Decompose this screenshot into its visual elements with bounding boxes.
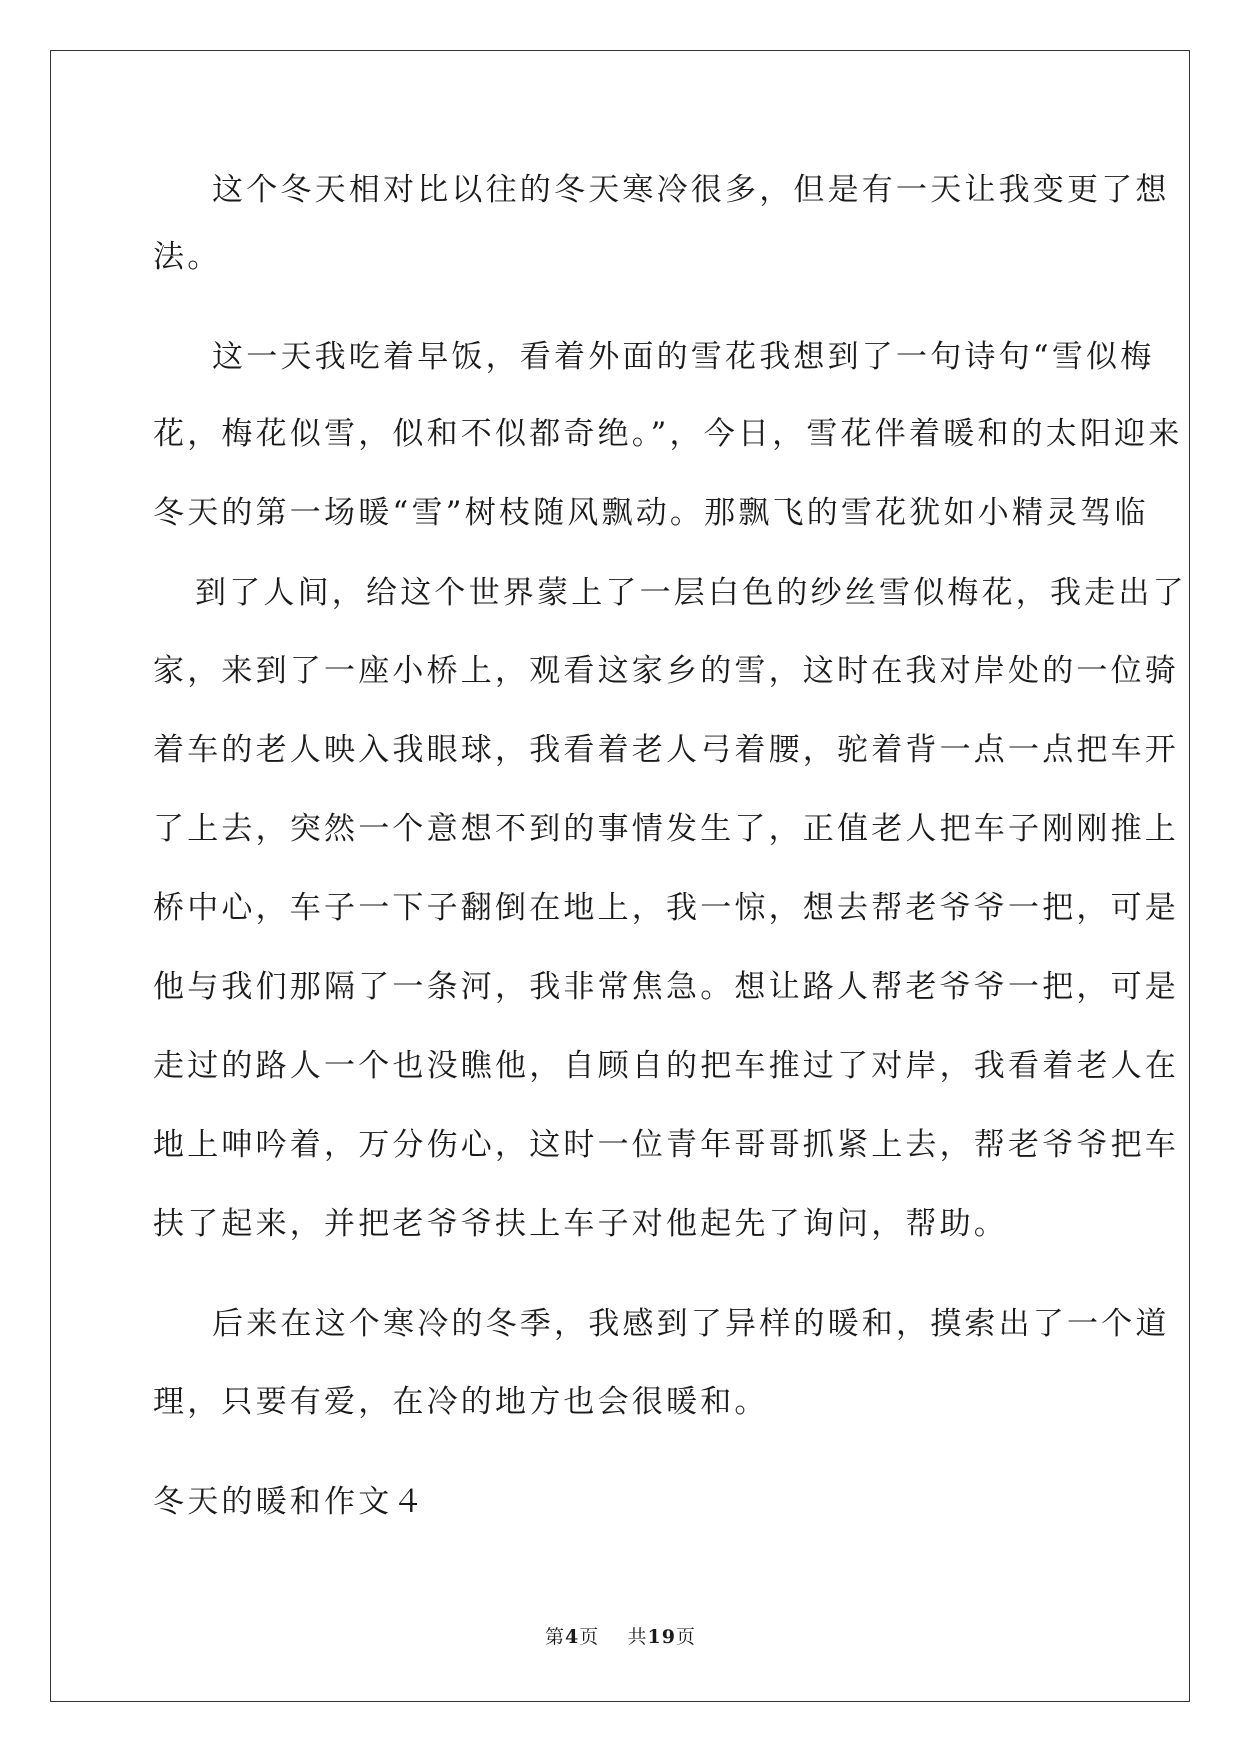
text-line: 花，梅花似雪，似和不似都奇绝。”，今日，雪花伴着暖和的太阳迎来	[153, 416, 1183, 452]
text-line: 走过的路人一个也没瞧他，自顾自的把车推过了对岸，我看着老人在	[153, 1048, 1179, 1084]
text-line: 着车的老人映入我眼球，我看着老人弓着腰，驼着背一点一点把车开	[153, 732, 1179, 768]
page-prefix: 第	[545, 1626, 566, 1648]
total-prefix: 共	[627, 1626, 648, 1648]
text-line: 他与我们那隔了一条河，我非常焦急。想让路人帮老爷爷一把，可是	[153, 969, 1179, 1005]
text-line: 法。	[153, 239, 222, 275]
text-line: 地上呻吟着，万分伤心，这时一位青年哥哥抓紧上去，帮老爷爷把车	[153, 1127, 1179, 1163]
page-number: 4	[565, 1626, 580, 1648]
text-line: 这一天我吃着早饭，看着外面的雪花我想到了一句诗句“雪似梅	[212, 339, 1155, 375]
text-line: 到了人间，给这个世界蒙上了一层白色的纱丝雪似梅花，我走出了	[195, 575, 1187, 611]
text-line: 冬天的第一场暖“雪”树枝随风飘动。那飘飞的雪花犹如小精灵驾临	[153, 495, 1149, 531]
text-line: 后来在这个寒冷的冬季，我感到了异样的暖和，摸索出了一个道	[212, 1306, 1170, 1342]
page-border	[50, 50, 1190, 1702]
text-line: 家，来到了一座小桥上，观看这家乡的雪，这时在我对岸处的一位骑	[153, 653, 1179, 689]
text-line: 理，只要有爱，在冷的地方也会很暖和。	[153, 1384, 769, 1420]
text-line: 扶了起来，并把老爷爷扶上车子对他起先了询问，帮助。	[153, 1206, 1008, 1242]
text-line: 桥中心，车子一下子翻倒在地上，我一惊，想去帮老爷爷一把，可是	[153, 890, 1179, 926]
page-footer	[0, 1625, 1241, 1649]
total-suffix: 页	[675, 1626, 696, 1648]
section-heading: 冬天的暖和作文４	[153, 1484, 427, 1520]
page-suffix: 页	[579, 1626, 600, 1648]
text-line: 这个冬天相对比以往的冬天寒冷很多，但是有一天让我变更了想	[212, 172, 1170, 208]
total-pages: 19	[647, 1626, 676, 1648]
text-line: 了上去，突然一个意想不到的事情发生了，正值老人把车子刚刚推上	[153, 811, 1179, 847]
